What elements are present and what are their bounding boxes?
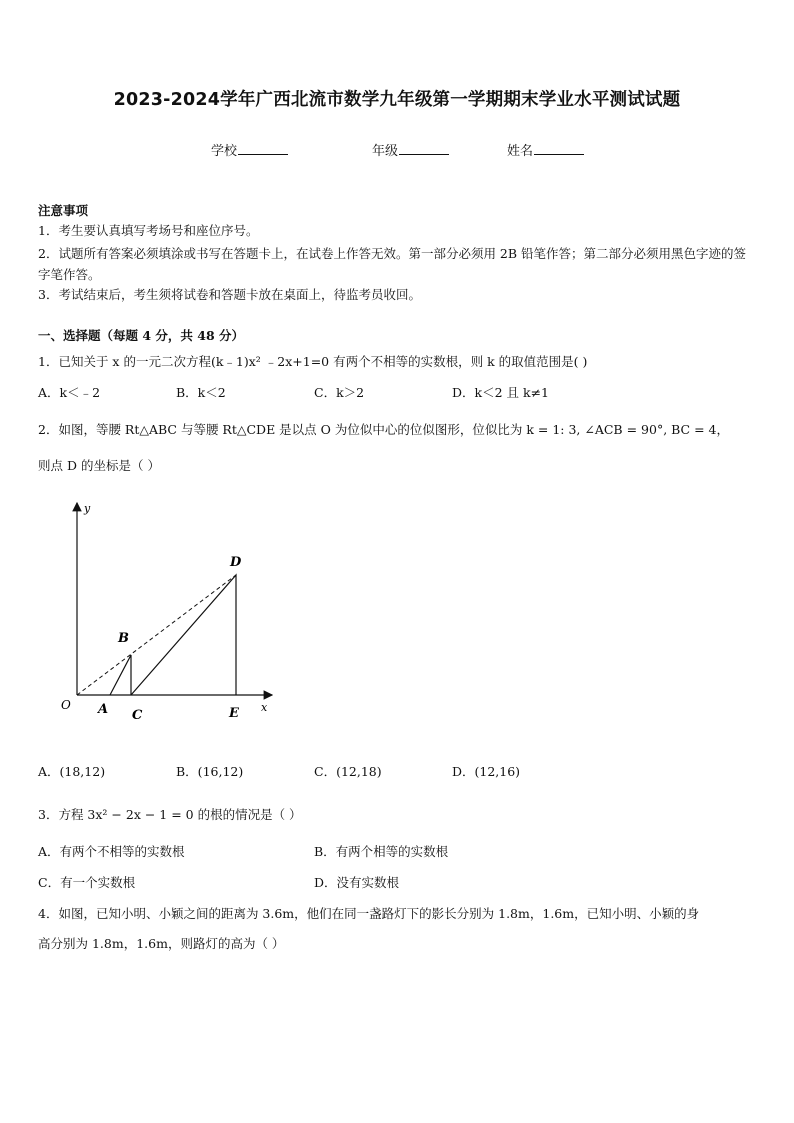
question-3-stem: 3．方程 3x² − 2x − 1 = 0 的根的情况是（ ） [38, 807, 302, 822]
question-2-option-b: B．(16,12) [176, 764, 244, 779]
question-2-stem-line-1: 2．如图，等腰 Rt△ABC 与等腰 Rt△CDE 是以点 O 为位似中心的位似图形，位似比为 k = 1: 3, ∠ACB = 90°, BC = 4， [38, 422, 729, 437]
question-2-option-d: D．(12,16) [452, 764, 521, 779]
school-blank [238, 141, 288, 155]
grade-field [372, 140, 449, 159]
question-4-stem-line-1: 4．如图，已知小明、小颖之间的距离为 3.6m，他们在同一盏路灯下的影长分别为 1.8m，1.6m，已知小明、小颖的身 [38, 906, 700, 921]
name-blank [534, 141, 584, 155]
point-e-label: E [229, 706, 239, 721]
question-1-option-d: D．k＜2 且 k≠1 [452, 385, 549, 400]
x-axis-label: x [261, 701, 268, 714]
grade-blank [399, 141, 449, 155]
name-label: 姓名 [507, 144, 534, 159]
question-1-stem: 1．已知关于 x 的一元二次方程(k﹣1)x² ﹣2x+1=0 有两个不相等的实数根，则 k 的取值范围是( ) [38, 354, 588, 369]
school-field [211, 140, 288, 159]
point-o-label: O [61, 698, 71, 712]
dashed-ray-od [77, 575, 236, 695]
question-1-option-a: A．k＜﹣2 [38, 385, 101, 400]
question-3-option-b: B．有两个相等的实数根 [314, 844, 449, 859]
question-2-option-a: A．(18,12) [38, 764, 106, 779]
question-1-option-b: B．k＜2 [176, 385, 226, 400]
question-2-option-c: C．(12,18) [314, 764, 382, 779]
notice-item-2: 2．试题所有答案必须填涂或书写在答题卡上，在试卷上作答无效。第一部分必须用 2B 铅笔作答；第二部分必须用黑色字迹的签字笔作答。 [38, 246, 747, 282]
notice-item-3: 3．考试结束后，考生须将试卷和答题卡放在桌面上，待监考员收回。 [38, 287, 421, 302]
question-3-option-a: A．有两个不相等的实数根 [38, 844, 185, 859]
point-b-label: B [118, 631, 129, 646]
question-3-option-c: C．有一个实数根 [38, 875, 136, 890]
grade-label: 年级 [372, 144, 399, 159]
similar-triangles-figure [50, 495, 290, 730]
point-c-label: C [132, 708, 143, 723]
question-4-stem-line-2: 高分别为 1.8m，1.6m，则路灯的高为（ ） [38, 936, 285, 951]
question-2-stem-line-2: 则点 D 的坐标是（ ） [38, 458, 160, 473]
point-a-label: A [98, 702, 109, 717]
triangle-cde [131, 575, 236, 695]
school-label: 学校 [211, 144, 238, 159]
point-d-label: D [230, 555, 242, 570]
section-heading: 一、选择题（每题 4 分，共 48 分） [38, 328, 245, 343]
notice-item-1: 1．考生要认真填写考场号和座位序号。 [38, 223, 259, 238]
name-field [507, 140, 584, 159]
triangle-abc [110, 655, 131, 695]
y-axis-label: y [84, 502, 91, 515]
question-1-option-c: C．k＞2 [314, 385, 365, 400]
question-3-option-d: D．没有实数根 [314, 875, 400, 890]
page-title: 2023-2024学年广西北流市数学九年级第一学期期末学业水平测试试题 [113, 90, 681, 110]
notice-heading: 注意事项 [38, 203, 89, 218]
